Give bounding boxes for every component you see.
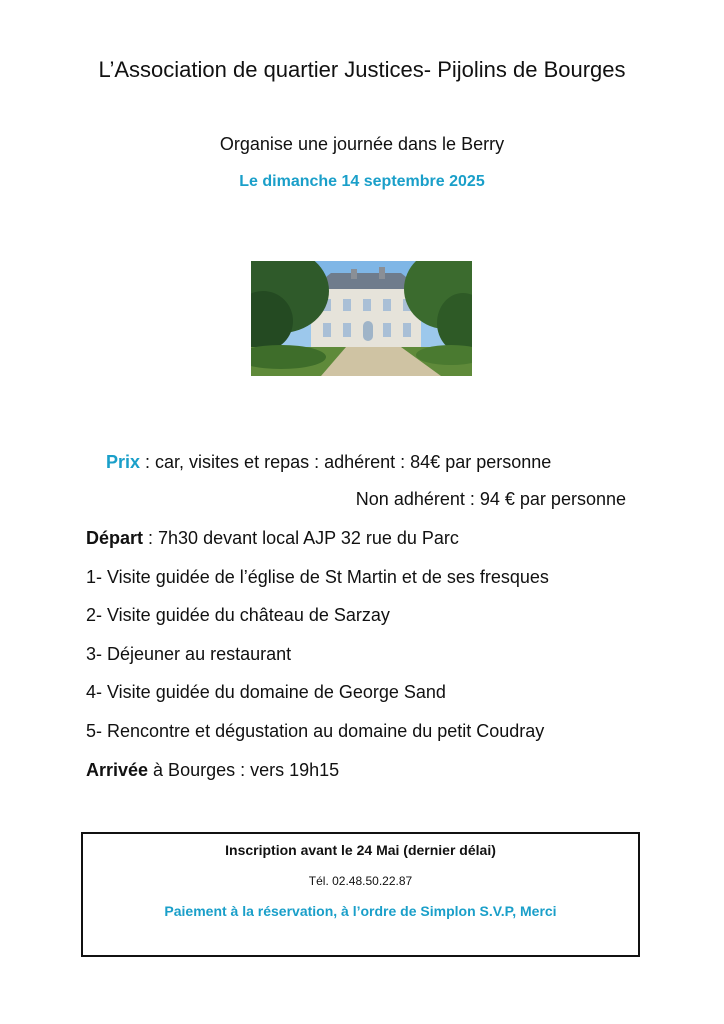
registration-payment: Paiement à la réservation, à l’ordre de Simplon S.V.P, Merci [164, 903, 557, 919]
arrival-text: à Bourges : vers 19h15 [148, 760, 340, 780]
departure-line [86, 528, 459, 549]
departure-text: : 7h30 devant local AJP 32 rue du Parc [143, 528, 459, 548]
event-title: L’Association de quartier Justices- Pijolins de Bourges [98, 57, 626, 82]
program-item: 3- Déjeuner au restaurant [86, 644, 292, 664]
program-item: 4- Visite guidée du domaine de George Sand [86, 682, 446, 702]
arrival-label: Arrivée [86, 760, 149, 780]
event-date: Le dimanche 14 septembre 2025 [239, 173, 485, 190]
program-item: 1- Visite guidée de l’église de St Martin et de ses fresques [86, 567, 549, 587]
registration-phone: Tél. 02.48.50.22.87 [308, 874, 413, 888]
registration-box [81, 832, 640, 957]
program-item: 5- Rencontre et dégustation au domaine du petit Coudray [86, 721, 545, 741]
departure-label: Départ [86, 528, 144, 548]
registration-deadline: Inscription avant le 24 Mai (dernier délai) [225, 842, 496, 858]
price-non-member-line: Non adhérent : 94 € par personne [355, 489, 626, 509]
price-member-text: : car, visites et repas : adhérent : 84€ par personne [140, 452, 552, 472]
program-item: 2- Visite guidée du château de Sarzay [86, 605, 390, 625]
event-subtitle: Organise une journée dans le Berry [219, 134, 505, 154]
price-member-line [106, 452, 551, 473]
price-label: Prix [106, 452, 141, 472]
arrival-line [86, 760, 339, 781]
chateau-photo [251, 261, 472, 376]
